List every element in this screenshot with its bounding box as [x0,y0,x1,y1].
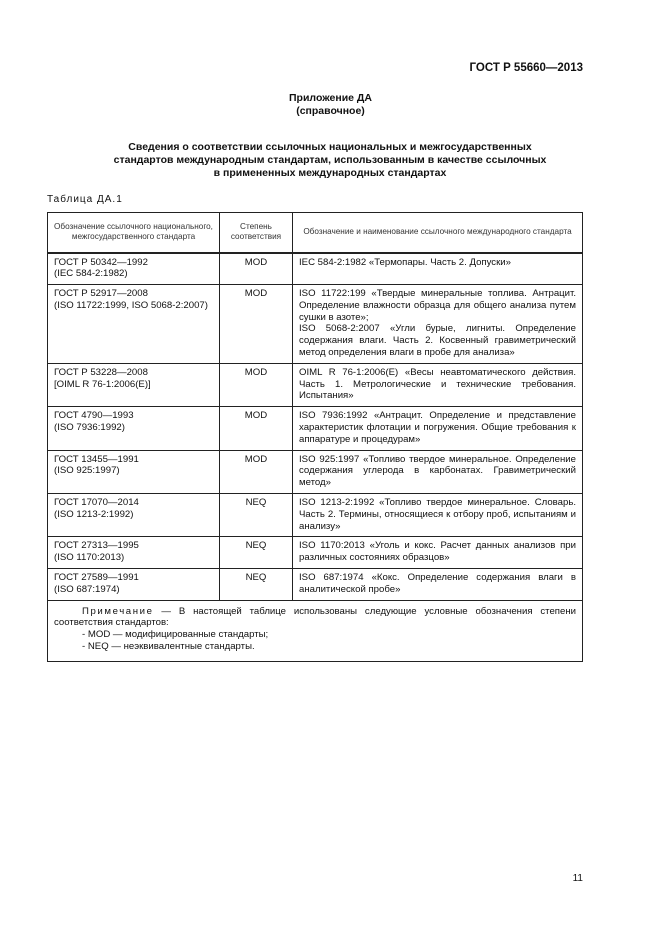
degree-cell: NEQ [220,494,293,537]
degree-cell: NEQ [220,569,293,601]
equivalent-code: (ISO 7936:1992) [54,422,125,434]
national-code: ГОСТ Р 53228—2008 [54,366,148,378]
note-label: Примечание [82,605,154,617]
equivalent-code: (ISO 11722:1999, ISO 5068-2:2007) [54,299,208,311]
note-item: - MOD — модифицированные стандарты; [82,629,269,641]
correspondence-table [47,212,583,662]
equivalent-code: [OIML R 76-1:2006(E)] [54,378,151,390]
table-row [48,363,583,406]
table-row [48,569,583,601]
document-code: ГОСТ Р 55660—2013 [469,62,583,74]
national-code: ГОСТ 27313—1995 [54,540,139,552]
international-text: ISO 1170:2013 «Уголь и кокс. Расчет данных анализов при различных состояниях образцов» [299,540,576,564]
equivalent-code: (ISO 925:1997) [54,465,120,477]
national-standard-cell [48,285,220,364]
national-standard-cell [48,407,220,450]
international-text: ISO 1213-2:1992 «Топливо твердое минеральное. Словарь. Часть 2. Термины, относящиеся к отбору проб, испытаниям и анализу» [299,497,576,532]
international-standard-cell [293,407,583,450]
national-standard-cell [48,494,220,537]
national-standard-cell [48,363,220,406]
section-heading [60,141,600,180]
table-caption: Таблица ДА.1 [47,194,123,205]
international-standard-cell [293,569,583,601]
national-standard-cell [48,450,220,493]
degree-cell: MOD [220,253,293,285]
degree-cell: MOD [220,450,293,493]
national-code: ГОСТ 27589—1991 [54,572,139,584]
national-code: ГОСТ 17070—2014 [54,497,139,509]
equivalent-code: (ISO 1170:2013) [54,552,125,564]
equivalent-code: (ISO 1213-2:1992) [54,508,134,520]
national-code: ГОСТ 13455—1991 [54,453,139,465]
heading-line: стандартов международным стандартам, использованным в качестве ссылочных [113,154,547,166]
table-row [48,537,583,569]
note-item: - NEQ — неэквивалентные стандарты. [82,641,255,653]
international-standard-cell [293,537,583,569]
national-standard-cell [48,569,220,601]
national-standard-cell [48,253,220,285]
table-row [48,494,583,537]
international-text: ISO 5068-2:2007 «Угли бурые, лигниты. Определение содержания влаги. Часть 2. Косвенный гравиметрический метод определения влаги в пробе для анализа» [299,323,576,359]
table-header-row [48,213,583,253]
heading-line: в примененных международных стандартах [213,167,447,179]
international-standard-cell [293,363,583,406]
degree-cell: MOD [220,285,293,364]
annex-header [0,92,661,118]
national-code: ГОСТ Р 50342—1992 [54,256,148,268]
column-header-national: Обозначение ссылочного национального, межгосударственного стандарта [48,213,220,253]
national-code: ГОСТ 4790—1993 [54,410,134,422]
international-standard-cell [293,285,583,364]
international-text: ISO 11722:199 «Твердые минеральные топлива. Антрацит. Определение влажности образца для общего анализа путем сушки в азоте»; [299,288,576,323]
column-header-degree: Степень соответствия [220,213,293,253]
degree-cell: MOD [220,363,293,406]
equivalent-code: (ISO 687:1974) [54,583,120,595]
national-standard-cell [48,537,220,569]
annex-subtitle: (справочное) [296,105,365,117]
annex-title: Приложение ДА [289,92,372,104]
international-text: ISO 7936:1992 «Антрацит. Определение и представление характеристик флотации и погружения. Общие требования к аппаратуре и процедурам» [299,410,576,445]
table-row [48,407,583,450]
note-paragraph [54,606,576,630]
national-code: ГОСТ Р 52917—2008 [54,288,148,300]
table-row [48,253,583,285]
column-header-international: Обозначение и наименование ссылочного международного стандарта [293,213,583,253]
heading-line: Сведения о соответствии ссылочных национальных и межгосударственных [128,141,532,153]
international-text: ISO 925:1997 «Топливо твердое минеральное. Определение содержания углерода в карбонатах. Гравиметрический метод» [299,453,576,489]
table-row [48,450,583,493]
international-standard-cell [293,253,583,285]
note-text: — В настоящей таблице использованы следующие условные обозначения степени соответствия стандартов: [54,605,576,629]
table-row [48,285,583,364]
equivalent-code: (IEC 584-2:1982) [54,268,128,280]
degree-cell: NEQ [220,537,293,569]
table-note-row [48,600,583,661]
international-text: OIML R 76-1:2006(E) «Весы неавтоматического действия. Часть 1. Метрологические и технические требования. Испытания» [299,366,576,402]
international-standard-cell [293,494,583,537]
international-text: IEC 584-2:1982 «Термопары. Часть 2. Допуски» [299,256,511,268]
page-number: 11 [572,873,583,884]
international-standard-cell [293,450,583,493]
table-note [48,600,583,661]
international-text: ISO 687:1974 «Кокс. Определение содержания влаги в аналитической пробе» [299,572,576,595]
degree-cell: MOD [220,407,293,450]
